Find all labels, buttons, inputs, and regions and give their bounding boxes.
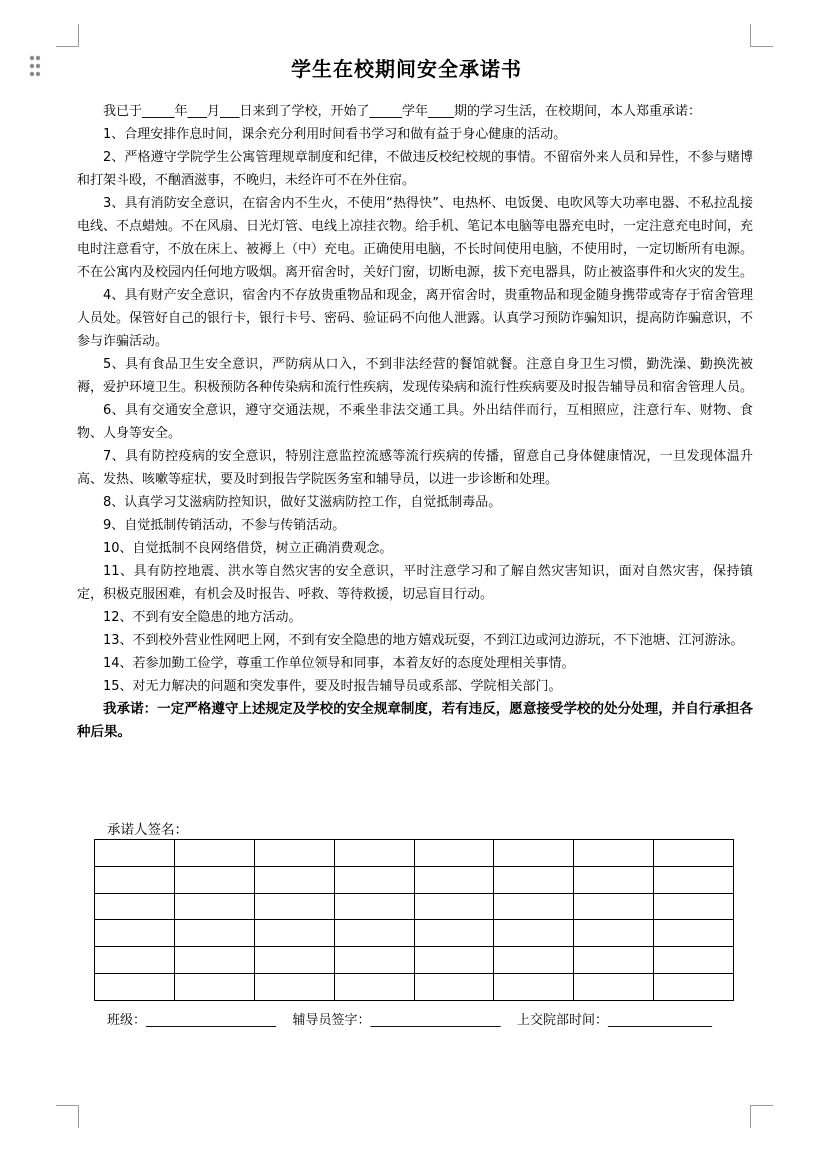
- signature-cell[interactable]: [654, 947, 734, 974]
- signature-cell[interactable]: [414, 840, 494, 867]
- signature-cell[interactable]: [95, 920, 175, 947]
- pledge-item-5: 5、具有食品卫生安全意识，严防病从口入，不到非法经营的餐馆就餐。注意自身卫生习惯，勤洗澡、勤换洗被褥，爱护环境卫生。积极预防各种传染病和流行性疾病，发现传染病和流行性疾病要及时报告辅导员和宿舍管理人员。: [77, 357, 754, 395]
- signature-cell[interactable]: [95, 866, 175, 893]
- signature-cell[interactable]: [574, 973, 654, 1000]
- signature-cell[interactable]: [254, 866, 334, 893]
- intro-paragraph: 我已于_____年___月___日来到了学校，开始了_____学年____期的学习生活，在校期间，本人郑重承诺：: [103, 104, 702, 119]
- signature-cell[interactable]: [494, 920, 574, 947]
- signature-table: [94, 839, 734, 1001]
- signature-cell[interactable]: [174, 840, 254, 867]
- signature-cell[interactable]: [334, 840, 414, 867]
- signature-cell[interactable]: [494, 893, 574, 920]
- signature-cell[interactable]: [654, 840, 734, 867]
- pledge-item-15: 15、对无力解决的问题和突发事件，要及时报告辅导员或系部、学院相关部门。: [103, 679, 562, 694]
- signature-cell[interactable]: [654, 920, 734, 947]
- pledge-item-13: 13、不到校外营业性网吧上网，不到有安全隐患的地方嬉戏玩耍，不到江边或河边游玩，不下池塘、江河游泳。: [103, 633, 744, 648]
- signature-row: [95, 866, 734, 893]
- pledge-item-10: 10、自觉抵制不良网络借贷，树立正确消费观念。: [103, 541, 393, 556]
- signature-cell[interactable]: [574, 840, 654, 867]
- pledge-statement: 我承诺：一定严格遵守上述规定及学校的安全规章制度，若有违反，愿意接受学校的处分处理，并自行承担各种后果。: [77, 701, 753, 740]
- signature-cell[interactable]: [414, 866, 494, 893]
- signature-row: [95, 893, 734, 920]
- signature-cell[interactable]: [494, 866, 574, 893]
- pledge-item-1: 1、合理安排作息时间，课余充分利用时间看书学习和做有益于身心健康的活动。: [103, 127, 567, 142]
- pledge-item-11: 11、具有防控地震、洪水等自然灾害的安全意识，平时注意学习和了解自然灾害知识，面对自然灾害，保持镇定，积极克服困难，有机会及时报告、呼救、等待救援，切忌盲目行动。: [77, 564, 753, 602]
- pledge-item-12: 12、不到有安全隐患的地方活动。: [103, 610, 302, 625]
- signature-row: [95, 840, 734, 867]
- signature-cell[interactable]: [95, 840, 175, 867]
- signature-cell[interactable]: [95, 947, 175, 974]
- signature-cell[interactable]: [174, 947, 254, 974]
- signature-cell[interactable]: [414, 947, 494, 974]
- pledge-item-14: 14、若参加勤工俭学，尊重工作单位领导和同事，本着友好的态度处理相关事情。: [103, 656, 575, 671]
- signature-cell[interactable]: [334, 920, 414, 947]
- signature-label: 承诺人签名：: [107, 822, 188, 838]
- signature-cell[interactable]: [95, 973, 175, 1000]
- page-corner-mark-bottom-left: [56, 1105, 79, 1128]
- signature-cell[interactable]: [174, 866, 254, 893]
- signature-cell[interactable]: [414, 920, 494, 947]
- document-body: [77, 100, 753, 744]
- signature-cell[interactable]: [254, 840, 334, 867]
- signature-cell[interactable]: [574, 947, 654, 974]
- pledge-item-9: 9、自觉抵制传销活动，不参与传销活动。: [103, 518, 346, 533]
- signature-row: [95, 920, 734, 947]
- signature-cell[interactable]: [574, 866, 654, 893]
- pledge-item-4: 4、具有财产安全意识，宿舍内不存放贵重物品和现金，离开宿舍时，贵重物品和现金随身携带或寄存于宿舍管理人员处。保管好自己的银行卡，银行卡号、密码、验证码不向他人泄露。认真学习预防诈骗知识，提高防诈骗意识，不参与诈骗活动。: [77, 288, 754, 349]
- signature-cell[interactable]: [654, 893, 734, 920]
- signature-cell[interactable]: [334, 893, 414, 920]
- signature-row: [95, 973, 734, 1000]
- signature-cell[interactable]: [574, 893, 654, 920]
- signature-cell[interactable]: [174, 973, 254, 1000]
- document-title: 学生在校期间安全承诺书: [291, 57, 522, 81]
- signature-cell[interactable]: [334, 973, 414, 1000]
- signature-cell[interactable]: [174, 893, 254, 920]
- signature-cell[interactable]: [334, 947, 414, 974]
- footer-fields: 班级：____________________ 辅导员签字：____________________ 上交院部时间：________________: [107, 1013, 713, 1028]
- signature-cell[interactable]: [494, 947, 574, 974]
- signature-cell[interactable]: [254, 920, 334, 947]
- signature-cell[interactable]: [574, 920, 654, 947]
- pledge-item-3: 3、具有消防安全意识，在宿舍内不生火，不使用“热得快”、电热杯、电饭煲、电吹风等大功率电器、不私拉乱接电线、不点蜡烛。不在风扇、日光灯管、电线上凉挂衣物。给手机、笔记本电脑等电器充电时，一定注意充电时间，充电时注意看守，不放在床上、被褥上（中）充电。正确使用电脑，不长时间使用电脑，不使用时，一定切断所有电源。不在公寓内及校园内任何地方吸烟。离开宿舍时，关好门窗，切断电源，拔下充电器具，防止被盗事件和火灾的发生。: [77, 196, 754, 280]
- signature-cell[interactable]: [494, 973, 574, 1000]
- signature-cell[interactable]: [414, 893, 494, 920]
- signature-cell[interactable]: [334, 866, 414, 893]
- pledge-item-8: 8、认真学习艾滋病防控知识，做好艾滋病防控工作，自觉抵制毒品。: [103, 495, 502, 510]
- signature-cell[interactable]: [254, 973, 334, 1000]
- page-corner-mark-top-left: [56, 24, 79, 47]
- page-corner-mark-top-right: [750, 24, 773, 47]
- page-corner-mark-bottom-right: [750, 1105, 773, 1128]
- signature-cell[interactable]: [254, 947, 334, 974]
- signature-cell[interactable]: [414, 973, 494, 1000]
- signature-cell[interactable]: [654, 866, 734, 893]
- signature-cell[interactable]: [654, 973, 734, 1000]
- pledge-item-6: 6、具有交通安全意识，遵守交通法规，不乘坐非法交通工具。外出结伴而行，互相照应，注意行车、财物、食物、人身等安全。: [77, 403, 753, 441]
- pledge-item-7: 7、具有防控疫病的安全意识，特别注意监控流感等流行疾病的传播，留意自己身体健康情况，一旦发现体温升高、发热、咳嗽等症状，要及时到报告学院医务室和辅导员，以进一步诊断和处理。: [77, 449, 753, 487]
- pledge-item-2: 2、严格遵守学院学生公寓管理规章制度和纪律，不做违反校纪校规的事情。不留宿外来人员和异性，不参与赌博和打架斗殴，不酗酒滋事，不晚归，未经许可不在外住宿。: [77, 150, 753, 188]
- signature-cell[interactable]: [254, 893, 334, 920]
- signature-cell[interactable]: [494, 840, 574, 867]
- signature-cell[interactable]: [174, 920, 254, 947]
- signature-row: [95, 947, 734, 974]
- signature-cell[interactable]: [95, 893, 175, 920]
